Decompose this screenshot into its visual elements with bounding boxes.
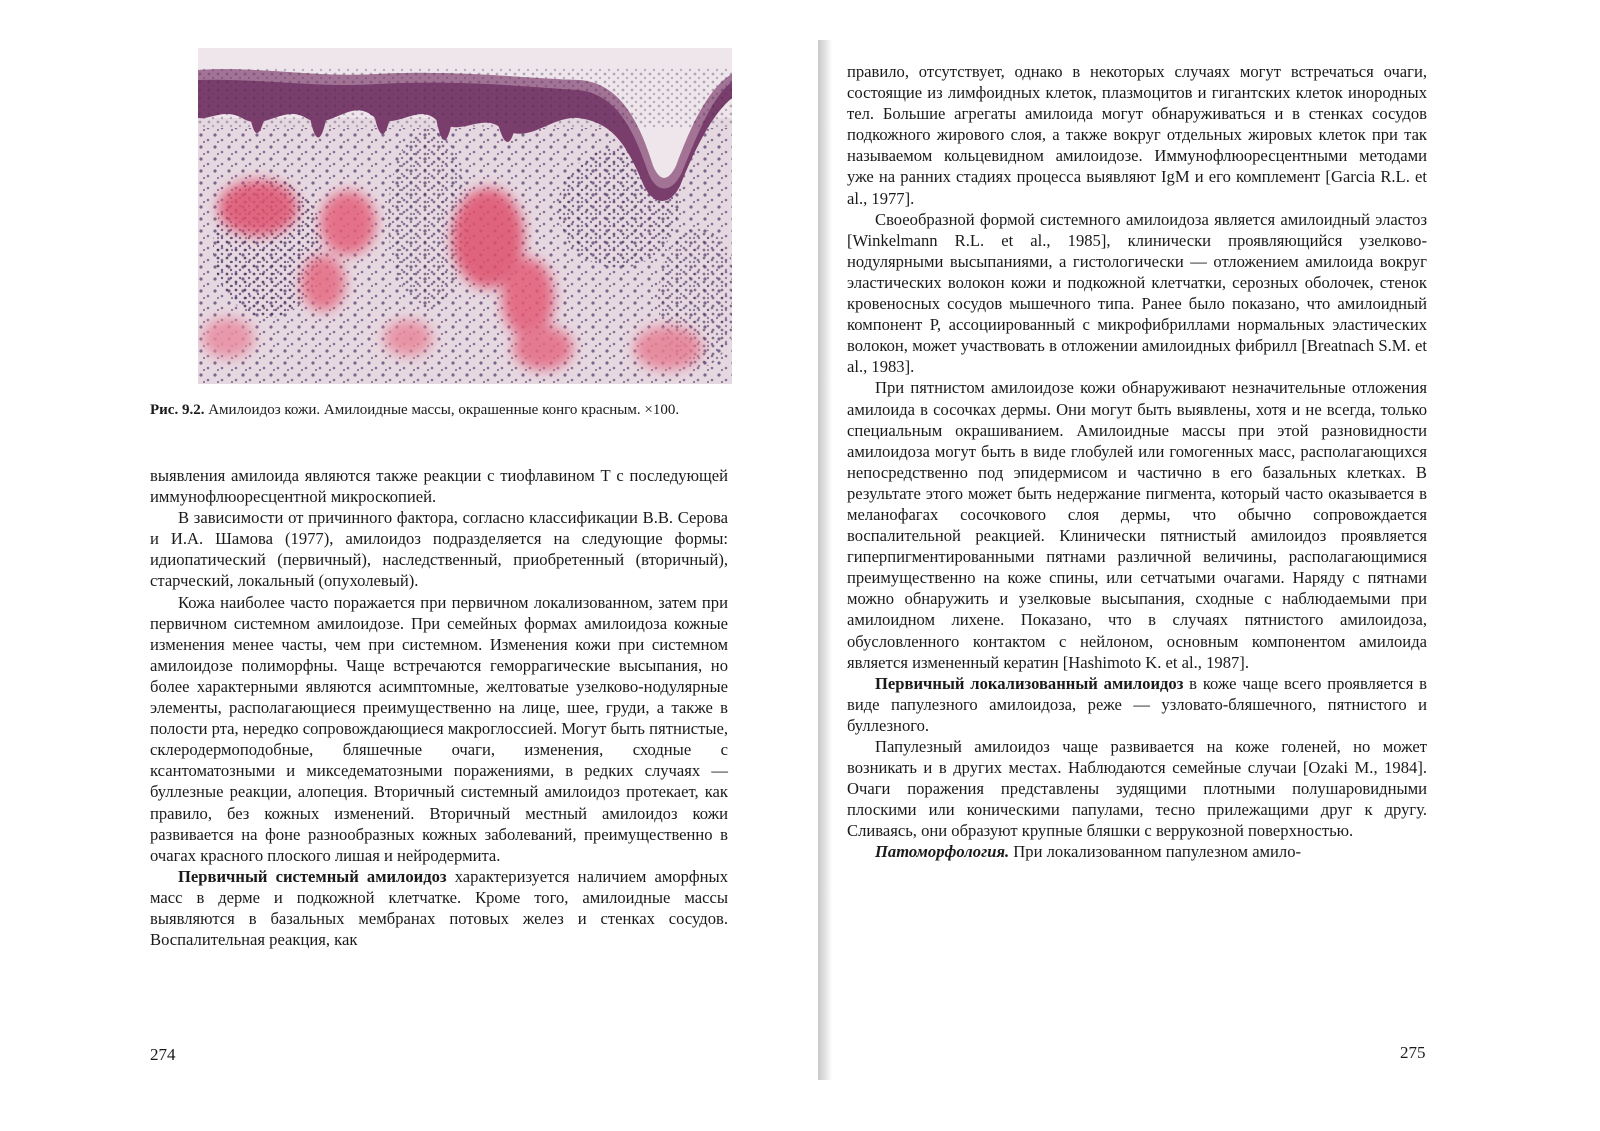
paragraph-text: характеризуется наличием аморфных масс в дерме и подкожной клетчатке. Кроме того, амилоидные массы выявляются в базальных мембранах потовых желез и стенках сосудов. Воспалительная реакция, как [150, 866, 728, 950]
run-in-heading: Первичный системный амилоидоз [178, 866, 447, 886]
paragraph: Папулезный амилоидоз чаще развивается на коже голеней, но может возникать и в других местах. Наблюдаются семейные случаи [Ozaki M., 1984]. Очаги поражения представлены зудящими плотными полушаровидными плоскими или коническими папулами, тесно прилежащими друг к другу. Сливаясь, они образуют крупные бляшки с веррукозной поверхностью. [847, 737, 1427, 841]
paragraph [847, 673, 1427, 736]
page-number-right: 275 [1400, 1043, 1426, 1062]
page-number-left: 274 [150, 1045, 176, 1064]
paragraph: Кожа наиболее часто поражается при первичном локализованном, затем при первичном системном амилоидозе. При семейных формах амилоидоза кожные изменения менее часты, чем при системном. Изменения кожи при системном амилоидозе полиморфны. Чаще встречаются геморрагические высыпания, но более характерными являются асимптомные, желтоватые узелково-нодулярные элементы, располагающиеся преимущественно на лице, шее, груди, а также в полости рта, нередко сопровождающиеся макроглоссией. Могут быть пятнистые, склеродермоподобные, бляшечные очаги, изменения, сходные с ксантоматозными и микседематозными поражениями, в редких случаях — буллезные реакции, алопеция. Вторичный системный амилоидоз протекает, как правило, без кожных изменений. Вторичный местный амилоидоз кожи развивается на фоне разнообразных кожных заболеваний, преимущественно в очагах красного плоского лишая и нейродермита. [150, 592, 728, 865]
paragraph: Своеобразной формой системного амилоидоза является амилоидный эластоз [Winkelmann R.L. et al., 1985], клинически проявляющийся узелково-нодулярными высыпаниями, а гистологически — отложением амилоида вокруг эластических волокон кожи и подкожной клетчатки, серозных оболочек, стенок кровеносных сосудов мышечного типа. Ранее было показано, что амилоидный компонент Р, ассоциированный с микрофибриллами нормальных эластических волокон, может участвовать в отложении амилоидных фибрилл [Breatnach S.M. et al., 1983]. [847, 209, 1427, 377]
paragraph: В зависимости от причинного фактора, согласно классификации В.В. Серова и И.А. Шамова (1977), амилоидоз подразделяется на следующие формы: идиопатический (первичный), наследственный, приобретенный (вторичный), старческий, локальный (опухолевый). [150, 508, 728, 591]
figure-caption [150, 400, 728, 420]
figure-caption-label: Рис. 9.2. [150, 402, 205, 418]
paragraph [150, 866, 728, 950]
paragraph: выявления амилоида являются также реакции с тиофлавином Т с последующей иммунофлюоресцентной микроскопией. [150, 466, 728, 507]
paragraph-text: При локализованном папулезном амило- [1009, 842, 1302, 862]
paragraph: При пятнистом амилоидозе кожи обнаруживают незначительные отложения амилоида в сосочках дермы. Они могут быть выявлены, хотя и не всегда, только специальным окрашиванием. Амилоидные массы при этой разновидности амилоидоза могут быть в виде глобулей или гомогенных масс, располагающихся непосредственно под эпидермисом и частично в его базальных клетках. В результате этого может быть недержание пигмента, который часто оказывается в меланофагах сосочкового слоя дермы, что обычно сопровождается воспалительной реакцией. Клинически пятнистый амилоидоз проявляется гиперпигментированными пятнами различной величины, располагающимися преимущественно на коже спины, или сетчатыми очагами. Наряду с пятнами можно обнаружить и узелковые высыпания, сходные с наблюдаемыми при амилоидном лихене. Показано, что в случаях пятнистого амилоидоза, обусловленного контактом с нейлоном, основным компонентом амилоида является измененный кератин [Hashimoto K. et al., 1987]. [847, 378, 1427, 672]
left-text-column [150, 465, 728, 950]
paragraph-text: в коже чаще всего проявляется в виде папулезного амилоидоза, реже — узловато-бляшечного, пятнистого и буллезного. [847, 673, 1427, 735]
histology-micrograph [198, 48, 732, 384]
paragraph: правило, отсутствует, однако в некоторых случаях могут встречаться очаги, состоящие из лимфоидных клеток, плазмоцитов и гигантских клеток инородных тел. Большие агрегаты амилоида могут обнаруживаться и в стенках сосудов подкожного жирового слоя, а также вокруг отдельных жировых клеток при так называемом кольцевидном амилоидозе. Иммунофлюоресцентными методами уже на ранних стадиях процесса выявляют IgM и его комплемент [Garcia R.L. et al., 1977]. [847, 62, 1427, 208]
run-in-heading: Патоморфология. [875, 842, 1010, 862]
right-text-column [847, 61, 1427, 863]
run-in-heading: Первичный локализованный амилоидоз [875, 673, 1184, 693]
histology-figure [198, 48, 732, 384]
paragraph [847, 841, 1427, 862]
figure-caption-text: Амилоидоз кожи. Амилоидные массы, окрашенные конго красным. ×100. [208, 402, 680, 418]
